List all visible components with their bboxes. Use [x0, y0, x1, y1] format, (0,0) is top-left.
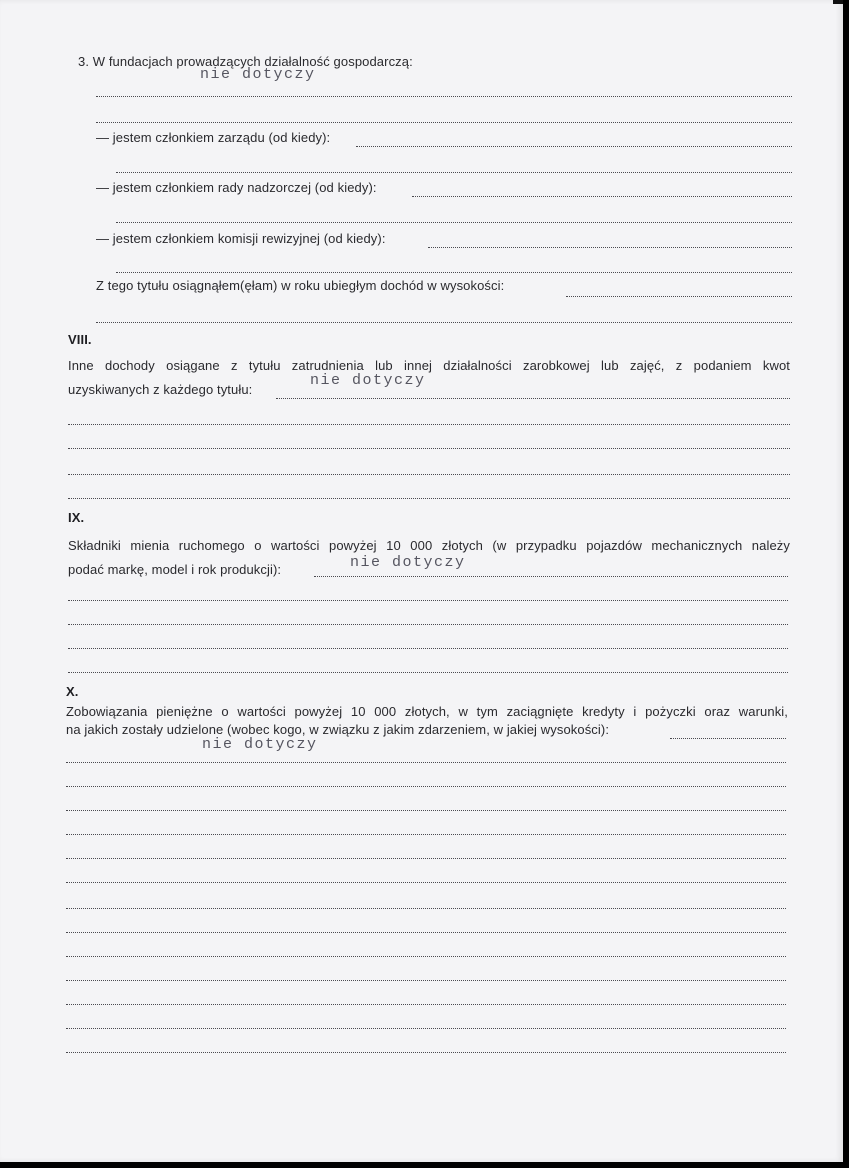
- answer-line: [66, 1004, 786, 1005]
- answer-line: [314, 576, 788, 577]
- section8-answer-stamp: nie dotyczy: [310, 372, 426, 389]
- answer-line: [96, 122, 792, 123]
- section10-answer-stamp: nie dotyczy: [202, 736, 318, 753]
- section8-text-line2: uzyskiwanych z każdego tytułu:: [68, 382, 253, 397]
- answer-line: [116, 222, 792, 223]
- answer-line: [68, 648, 788, 649]
- answer-line: [66, 834, 786, 835]
- answer-line: [66, 980, 786, 981]
- answer-line: [96, 96, 792, 97]
- answer-line: [66, 882, 786, 883]
- answer-line: [68, 448, 790, 449]
- answer-line: [68, 624, 788, 625]
- answer-line: [412, 196, 792, 197]
- answer-line: [96, 322, 792, 323]
- answer-line: [276, 398, 790, 399]
- answer-line: [66, 932, 786, 933]
- section8-text-line1: Inne dochody osiągane z tytułu zatrudnienia lub innej działalności zarobkowej lub zajęć, z podaniem kwot: [68, 358, 790, 373]
- answer-line: [428, 247, 792, 248]
- answer-line: [670, 738, 786, 739]
- section9-answer-stamp: nie dotyczy: [350, 554, 466, 571]
- section10-text-line1: Zobowiązania pieniężne o wartości powyżej 10 000 złotych, w tym zaciągnięte kredyty i pożyczki oraz warunki,: [66, 704, 788, 719]
- answer-line: [68, 672, 788, 673]
- answer-line: [66, 786, 786, 787]
- answer-line: [356, 146, 792, 147]
- answer-line: [66, 1028, 786, 1029]
- answer-line: [66, 956, 786, 957]
- answer-line: [116, 272, 792, 273]
- answer-line: [68, 498, 790, 499]
- answer-line: [66, 1052, 786, 1053]
- answer-line: [66, 908, 786, 909]
- answer-line: [66, 858, 786, 859]
- answer-line: [68, 600, 788, 601]
- audit-member-label: — jestem członkiem komisji rewizyjnej (od kiedy):: [96, 231, 386, 246]
- section9-numeral: IX.: [68, 510, 85, 525]
- section9-text-line1: Składniki mienia ruchomego o wartości powyżej 10 000 złotych (w przypadku pojazdów mechanicznych należy: [68, 538, 790, 553]
- answer-line: [68, 424, 790, 425]
- board-member-label: — jestem członkiem zarządu (od kiedy):: [96, 130, 331, 145]
- scan-edge-mark: [833, 0, 843, 4]
- supervisory-member-label: — jestem członkiem rady nadzorczej (od kiedy):: [96, 180, 377, 195]
- answer-line: [66, 762, 786, 763]
- section8-numeral: VIII.: [68, 332, 92, 347]
- section10-text-line2: na jakich zostały udzielone (wobec kogo, w związku z jakim zdarzeniem, w jakiej wysokości):: [66, 722, 610, 737]
- section3-answer-stamp: nie dotyczy: [200, 66, 316, 83]
- section9-text-line2: podać markę, model i rok produkcji):: [68, 562, 282, 577]
- section3-heading: 3. W fundacjach prowadzących działalność gospodarczą:: [78, 54, 413, 69]
- section10-numeral: X.: [66, 684, 79, 699]
- answer-line: [566, 296, 792, 297]
- answer-line: [66, 810, 786, 811]
- income-label: Z tego tytułu osiągnąłem(ęłam) w roku ubiegłym dochód w wysokości:: [96, 278, 505, 293]
- answer-line: [68, 474, 790, 475]
- answer-line: [116, 172, 792, 173]
